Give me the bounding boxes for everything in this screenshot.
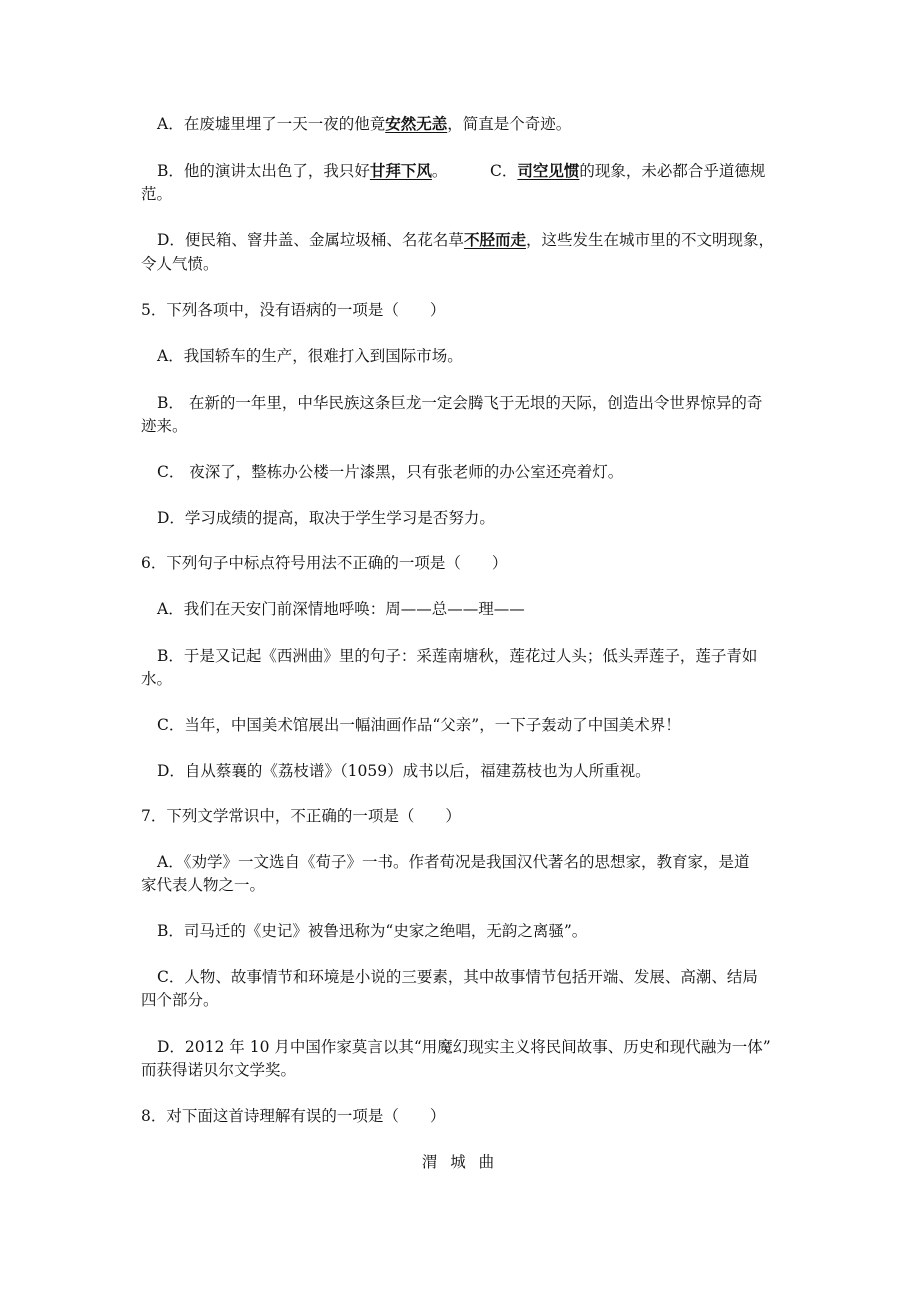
q6-stem: 6．下列句子中标点符号用法不正确的一项是（ ）	[141, 554, 508, 572]
q4-option-a	[157, 113, 571, 135]
q4-option-d-cont: 令人气愤。	[141, 255, 219, 273]
q4-option-c	[490, 160, 765, 182]
q7-option-d-line2: 而获得诺贝尔文学奖。	[141, 1061, 297, 1079]
q4-option-d	[157, 229, 774, 251]
q7-option-a-line1: A．《劝学》一文选自《荀子》一书。作者荀况是我国汉代著名的思想家，教育家，是道	[157, 853, 750, 871]
q4-option-c-pre: C．	[490, 162, 518, 180]
q6-option-a: A．我们在天安门前深情地呼唤：周——总——理——	[157, 600, 525, 618]
q4-option-b	[157, 160, 447, 182]
q4-option-a-post: ，简直是个奇迹。	[447, 115, 572, 133]
q4-option-d-pre: D．便民箱、窨井盖、金属垃圾桶、名花名草	[157, 231, 464, 249]
q4-option-d-idiom: 不胫而走	[463, 230, 526, 249]
q5-option-b-line2: 迹来。	[141, 417, 188, 435]
q5-option-c: C． 夜深了，整栋办公楼一片漆黑，只有张老师的办公室还亮着灯。	[157, 463, 624, 481]
q4-option-c-post: 的现象，未必都合乎道德规	[579, 162, 766, 180]
q7-option-b: B．司马迁的《史记》被鲁迅称为“史家之绝唱，无韵之离骚”。	[157, 922, 588, 940]
q4-option-b-post: 。	[431, 162, 448, 180]
q7-option-a-line2: 家代表人物之一。	[141, 876, 266, 894]
q7-option-c-line1: C．人物、故事情节和环境是小说的三要素，其中故事情节包括开端、发展、高潮、结局	[157, 968, 758, 986]
q4-option-c-cont: 范。	[141, 185, 173, 203]
q4-option-d-post: ，这些发生在城市里的不文明现象，	[525, 231, 774, 249]
q5-option-b-line1: B． 在新的一年里，中华民族这条巨龙一定会腾飞于无垠的天际，创造出令世界惊异的奇	[157, 394, 763, 412]
q4-option-c-idiom: 司空见惯	[517, 161, 580, 180]
q7-option-c-line2: 四个部分。	[141, 991, 219, 1009]
q4-option-a-idiom: 安然无恙	[385, 114, 448, 133]
q4-option-b-pre: B．他的演讲太出色了，我只好	[157, 162, 370, 180]
q4-option-b-idiom: 甘拜下风	[369, 161, 432, 180]
q5-stem: 5．下列各项中，没有语病的一项是（ ）	[141, 301, 446, 319]
poem-title: 渭 城 曲	[421, 1153, 499, 1171]
q6-option-c: C．当年，中国美术馆展出一幅油画作品“父亲”，一下子轰动了中国美术界！	[157, 716, 681, 734]
q6-option-d: D．自从蔡襄的《荔枝谱》（1059）成书以后，福建荔枝也为人所重视。	[157, 762, 651, 780]
q4-option-a-pre: A．在废墟里埋了一天一夜的他竟	[157, 115, 386, 133]
q6-option-b-line1: B．于是又记起《西洲曲》里的句子：采莲南塘秋，莲花过人头；低头弄莲子，莲子青如	[157, 647, 758, 665]
q8-stem: 8．对下面这首诗理解有误的一项是（ ）	[141, 1107, 446, 1125]
q6-option-b-line2: 水。	[141, 670, 173, 688]
q7-stem: 7．下列文学常识中，不正确的一项是（ ）	[141, 807, 461, 825]
q5-option-d: D．学习成绩的提高，取决于学生学习是否努力。	[157, 509, 495, 527]
q5-option-a: A．我国轿车的生产，很难打入到国际市场。	[157, 347, 463, 365]
q7-option-d-line1: D．2012 年 10 月中国作家莫言以其“用魔幻现实主义将民间故事、历史和现代融为一体”	[157, 1038, 771, 1056]
